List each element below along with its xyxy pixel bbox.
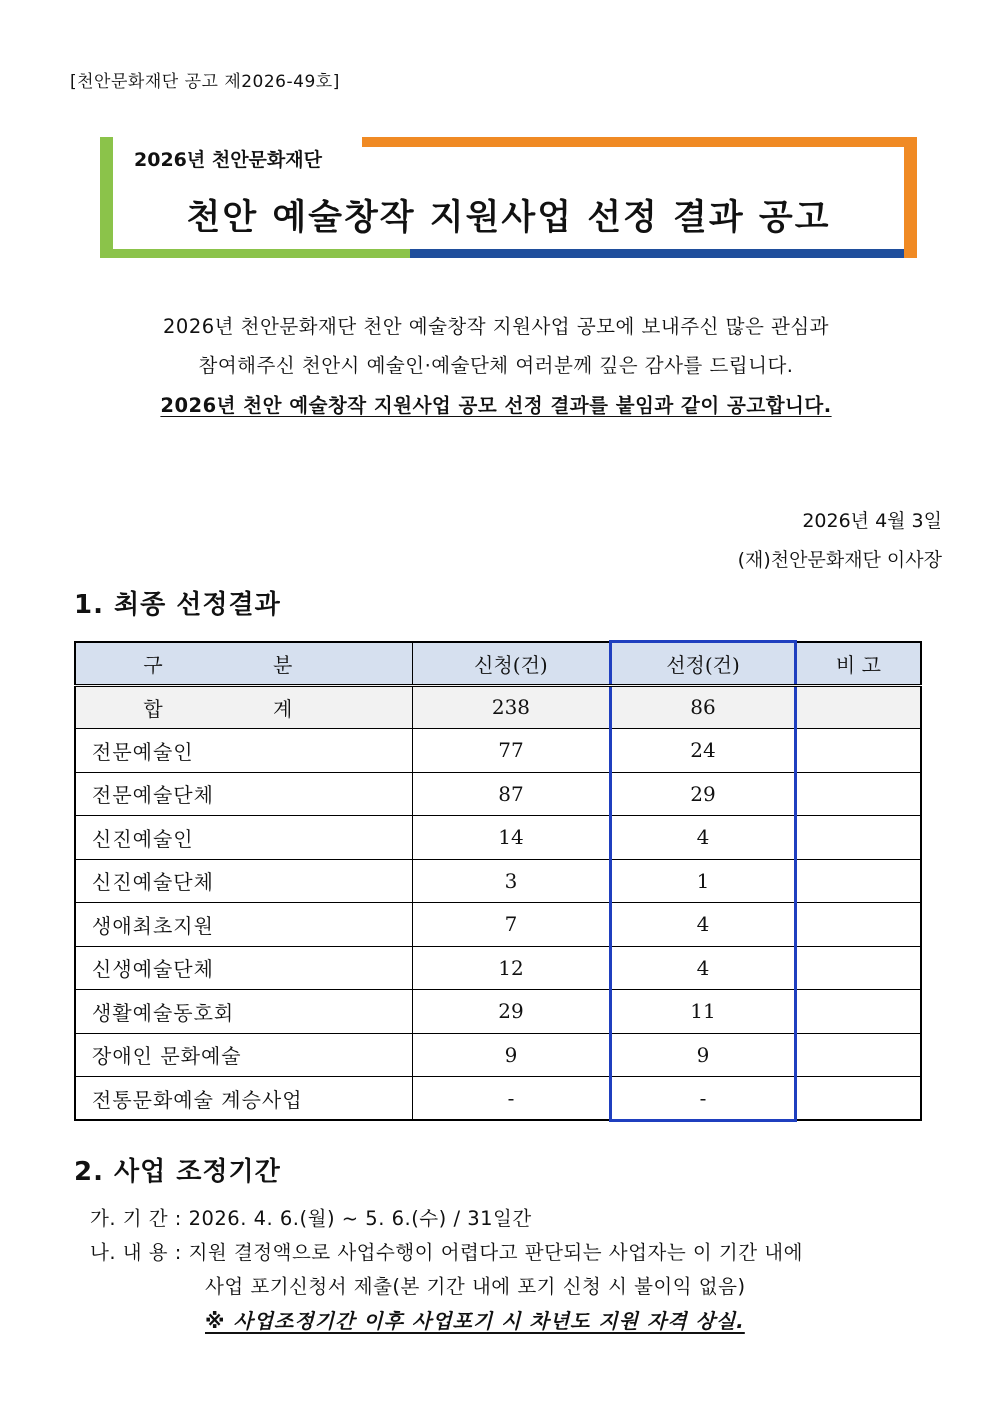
table-row	[75, 1077, 921, 1121]
row-applied: 29	[412, 990, 611, 1034]
row-label: 전통문화예술 계승사업	[75, 1077, 412, 1121]
row-selected: 4	[611, 903, 796, 947]
row-label: 생활예술동호회	[75, 990, 412, 1034]
table-row	[75, 1033, 921, 1077]
page-title: 천안 예술창작 지원사업 선정 결과 공고	[186, 198, 831, 238]
row-label: 신진예술인	[75, 816, 412, 860]
row-label: 생애최초지원	[75, 903, 412, 947]
table-row	[75, 816, 921, 860]
row-applied: 77	[412, 729, 611, 773]
table-row	[75, 729, 921, 773]
content-line-1: 나. 내 용 : 지원 결정액으로 사업수행이 어렵다고 판단되는 사업자는 이 기간 내에	[90, 1241, 803, 1264]
intro-line-1: 2026년 천안문화재단 천안 예술창작 지원사업 공모에 보내주신 많은 관심과	[163, 315, 829, 338]
row-applied: 7	[412, 903, 611, 947]
section2-heading: 2. 사업 조정기간	[74, 1157, 281, 1187]
row-note	[795, 946, 921, 990]
row-note	[795, 1033, 921, 1077]
row-applied: 14	[412, 816, 611, 860]
header-note: 비 고	[795, 642, 921, 686]
row-label: 신진예술단체	[75, 859, 412, 903]
notice-number: [천안문화재단 공고 제2026-49호]	[70, 72, 340, 92]
row-label: 전문예술단체	[75, 772, 412, 816]
row-label: 장애인 문화예술	[75, 1033, 412, 1077]
intro-line-2: 참여해주신 천안시 예술인·예술단체 여러분께 깊은 감사를 드립니다.	[198, 354, 794, 377]
row-note	[795, 816, 921, 860]
results-table	[74, 640, 922, 1122]
table-row	[75, 772, 921, 816]
warning-note: ※ 사업조정기간 이후 사업포기 시 차년도 지원 자격 상실.	[205, 1309, 745, 1333]
notice-date: 2026년 4월 3일	[802, 510, 942, 532]
table-row-total	[75, 685, 921, 729]
row-note	[795, 1077, 921, 1121]
total-label: 합 계	[75, 685, 412, 729]
period-line: 가. 기 간 : 2026. 4. 6.(월) ~ 5. 6.(수) / 31일간	[90, 1207, 532, 1230]
content-line-2: 사업 포기신청서 제출(본 기간 내에 포기 신청 시 불이익 없음)	[205, 1275, 746, 1298]
row-applied: 12	[412, 946, 611, 990]
table-row	[75, 990, 921, 1034]
intro-line-3-text: 2026년 천안 예술창작 지원사업 공모 선정 결과를 붙임과 같이 공고합니다.	[160, 394, 832, 417]
signature: (재)천안문화재단 이사장	[737, 549, 942, 571]
total-selected: 86	[611, 685, 796, 729]
frame-bottom-navy	[410, 249, 917, 258]
row-selected: 11	[611, 990, 796, 1034]
row-selected: 9	[611, 1033, 796, 1077]
row-label: 신생예술단체	[75, 946, 412, 990]
row-note	[795, 903, 921, 947]
row-selected: -	[611, 1077, 796, 1121]
header-category: 구 분	[75, 642, 412, 686]
intro-line-3	[0, 390, 992, 418]
total-note	[795, 685, 921, 729]
row-applied: 3	[412, 859, 611, 903]
header-applied: 신청(건)	[412, 642, 611, 686]
table-row	[75, 946, 921, 990]
row-selected: 1	[611, 859, 796, 903]
row-note	[795, 772, 921, 816]
row-selected: 4	[611, 946, 796, 990]
row-label: 전문예술인	[75, 729, 412, 773]
row-selected: 29	[611, 772, 796, 816]
frame-bottom-green	[100, 249, 410, 258]
table-row	[75, 859, 921, 903]
row-selected: 4	[611, 816, 796, 860]
table-header-row	[75, 642, 921, 686]
row-selected: 24	[611, 729, 796, 773]
table-row	[75, 903, 921, 947]
row-note	[795, 990, 921, 1034]
section1-heading: 1. 최종 선정결과	[74, 590, 281, 620]
row-note	[795, 859, 921, 903]
row-applied: -	[412, 1077, 611, 1121]
row-note	[795, 729, 921, 773]
frame-top-orange	[362, 137, 917, 147]
row-applied: 87	[412, 772, 611, 816]
header-selected: 선정(건)	[611, 642, 796, 686]
title-subtitle: 2026년 천안문화재단	[134, 149, 322, 171]
row-applied: 9	[412, 1033, 611, 1077]
total-applied: 238	[412, 685, 611, 729]
